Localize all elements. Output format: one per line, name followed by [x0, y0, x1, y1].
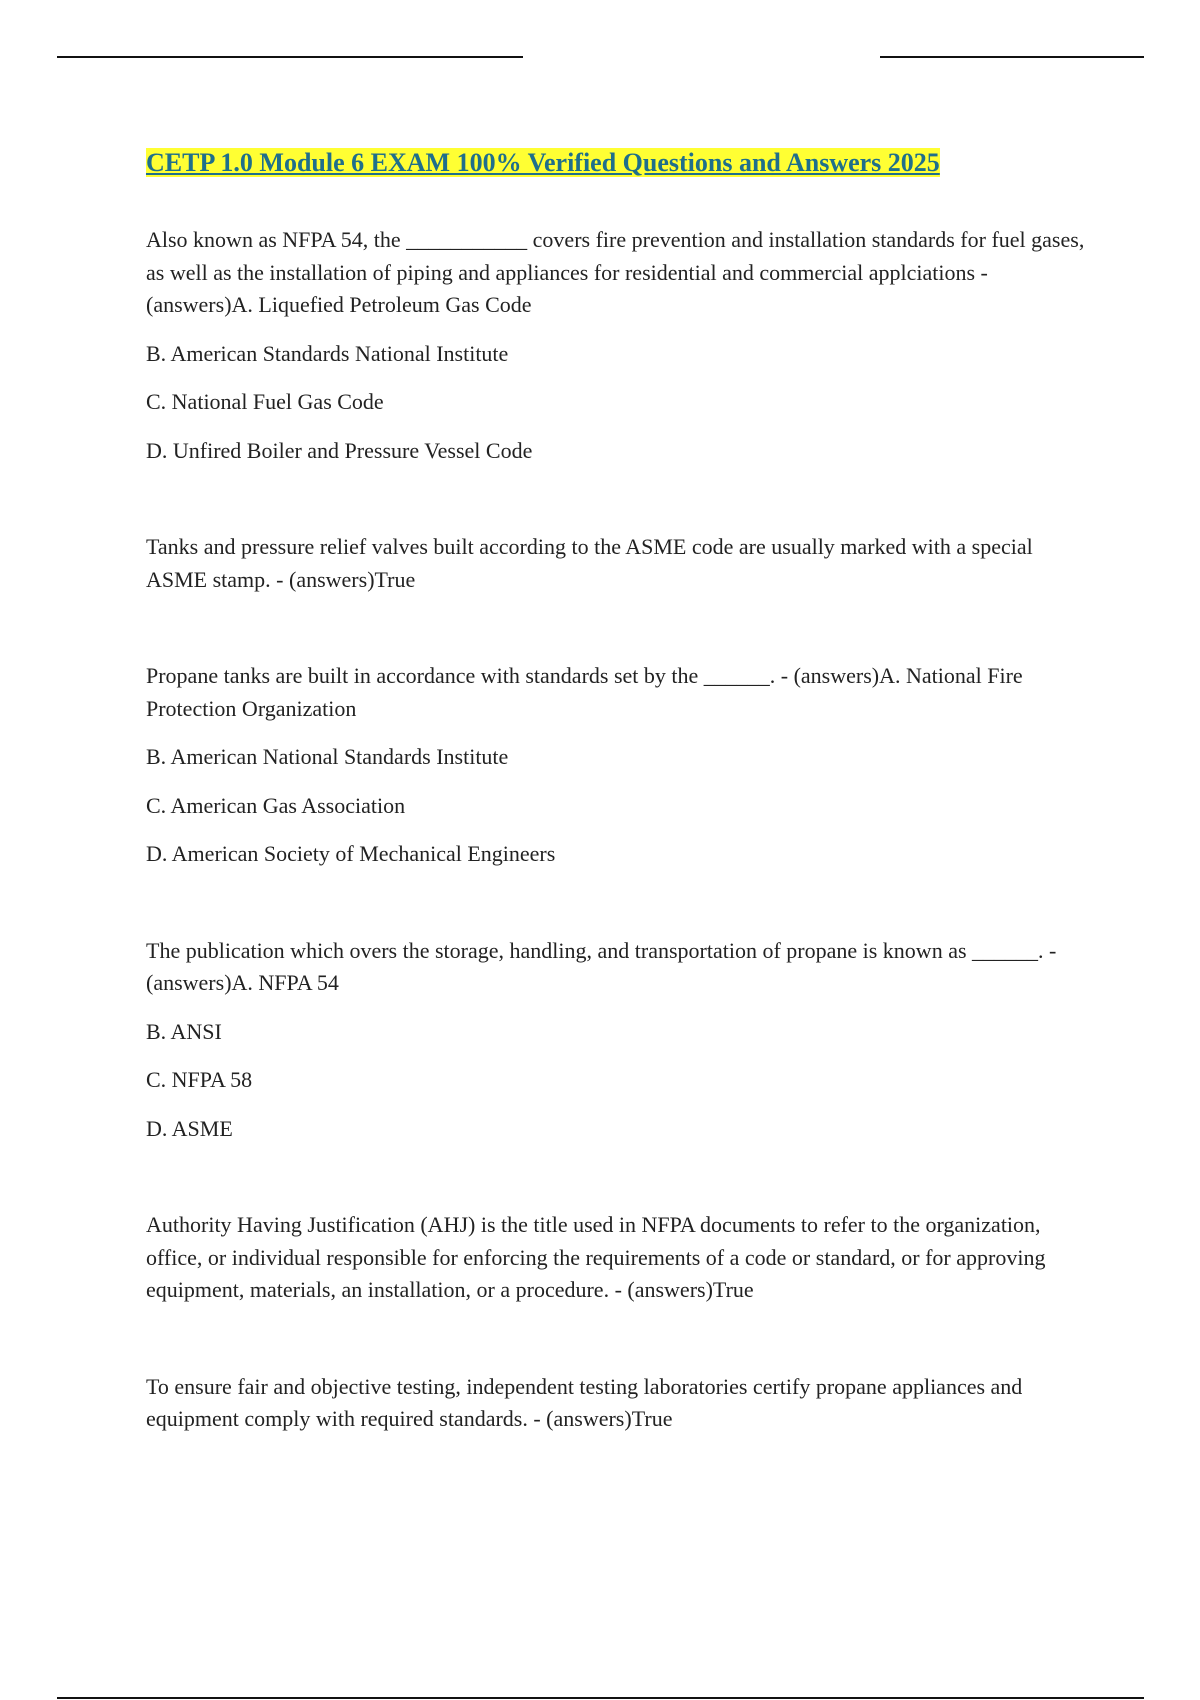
header-rule-right [880, 56, 1144, 58]
header-rule-left [57, 56, 523, 58]
answer-option: C. NFPA 58 [146, 1067, 253, 1092]
question-text: Tanks and pressure relief valves built according to the ASME code are usually marked with a special ASME stamp. - (answers)True [146, 534, 1033, 592]
answer-option: B. ANSI [146, 1018, 222, 1044]
answer-option: D. Unfired Boiler and Pressure Vessel Code [146, 437, 533, 463]
answer-option: B. American National Standards Institute [146, 744, 509, 769]
answer-option: B. American Standards National Institute [146, 340, 509, 366]
footer-rule [57, 1697, 1144, 1699]
question-2 [146, 531, 1086, 596]
question-1 [146, 224, 1086, 467]
answer-option: C. American Gas Association [146, 792, 406, 818]
document-body [146, 146, 1086, 1436]
answer-option: D. American Society of Mechanical Engineers [146, 841, 556, 866]
title-block [146, 146, 1086, 180]
question-text: The publication which overs the storage, handling, and transportation of propane is known as ______. - (answers)A. NFPA 54 [146, 937, 1057, 995]
question-text: Propane tanks are built in accordance with standards set by the ______. - (answers)A. National Fire Protection Organization [146, 663, 1023, 721]
question-3 [146, 660, 1086, 871]
question-text: To ensure fair and objective testing, independent testing laboratories certify propane appliances and equipment comply with required standards. - (answers)True [146, 1373, 1023, 1431]
question-6 [146, 1371, 1086, 1436]
question-text: Also known as NFPA 54, the ___________ covers fire prevention and installation standards for fuel gases, as well as the installation of piping and appliances for residential and commercial applciations - (answers)A. Liquefied Petroleum Gas Code [146, 227, 1085, 317]
question-5 [146, 1209, 1086, 1307]
answer-option: D. ASME [146, 1115, 233, 1141]
answer-option: C. National Fuel Gas Code [146, 389, 384, 414]
question-4 [146, 935, 1086, 1146]
question-text: Authority Having Justification (AHJ) is the title used in NFPA documents to refer to the organization, office, or individual responsible for enforcing the requirements of a code or standard, or for approving equipment, materials, an installation, or a procedure. - (answers)True [146, 1212, 1046, 1302]
document-title: CETP 1.0 Module 6 EXAM 100% Verified Questions and Answers 2025 [146, 148, 940, 177]
